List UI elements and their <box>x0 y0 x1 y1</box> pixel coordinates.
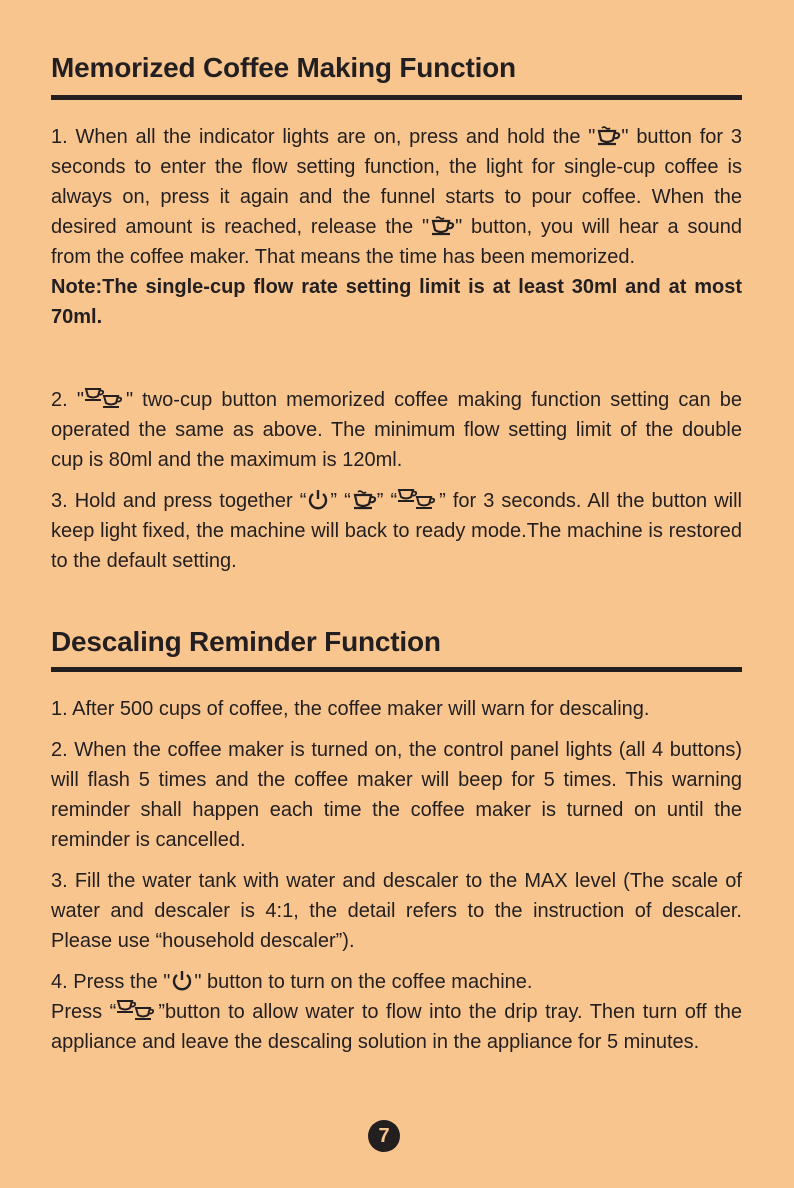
descaling-step-3: 3. Fill the water tank with water and descaler to the MAX level (The scale of water and descaler is 4:1, the detail refers to the instruction of descaler. Please use “household descaler”). <box>51 870 742 952</box>
power-icon <box>170 970 194 992</box>
section-title-descaling: Descaling Reminder Function <box>51 626 441 657</box>
single-cup-icon <box>595 125 621 147</box>
descaling-step-2: 2. When the coffee maker is turned on, the control panel lights (all 4 buttons) will flash 5 times and the coffee maker will beep for 5 times. This warning reminder shall happen each time the coffee maker is turned on until the reminder is cancelled. <box>51 739 742 851</box>
two-cup-icon <box>84 386 126 410</box>
memorized-step-2: 2. " " two-cup button memorized coffee making function setting can be operated the same as above. The minimum flow setting limit of the double cup is 80ml and the maximum is 120ml. <box>51 385 742 475</box>
descaling-step-1: 1. After 500 cups of coffee, the coffee maker will warn for descaling. <box>51 698 650 720</box>
descaling-step-4: 4. Press the " " button to turn on the coffee machine. Press “ ”button to allow water to flow into the drip tray. Then turn off the appliance and leave the descaling solution in the appliance for 5 minutes. <box>51 971 742 1053</box>
two-cup-icon <box>397 487 439 511</box>
title-underline <box>51 95 742 100</box>
power-icon <box>306 489 330 511</box>
flow-limit-note: Note:The single-cup flow rate setting limit is at least 30ml and at most 70ml. <box>51 276 742 328</box>
section-title-memorized: Memorized Coffee Making Function <box>51 52 516 83</box>
single-cup-icon <box>351 489 377 511</box>
memorized-step-1: 1. When all the indicator lights are on, press and hold the " " button for 3 seconds to enter the flow setting function, the light for single-cup coffee is always on, press it again and the funnel starts to pour coffee. When the desired amount is reached, release the " " button, you will hear a sound from the coffee maker. That means the time has been memorized. Note:The single-cup flow rate setting limit is at least 30ml and at most 70ml. <box>51 126 743 328</box>
single-cup-icon <box>429 215 455 237</box>
memorized-step-3: 3. Hold and press together “ ” “ ” “ ” for 3 seconds. All the button will keep light fixed, the machine will back to ready mode.The machine is restored to the default setting. <box>51 486 742 576</box>
title-underline <box>51 667 742 672</box>
page-number: 7 <box>368 1120 400 1152</box>
two-cup-icon <box>116 998 158 1022</box>
